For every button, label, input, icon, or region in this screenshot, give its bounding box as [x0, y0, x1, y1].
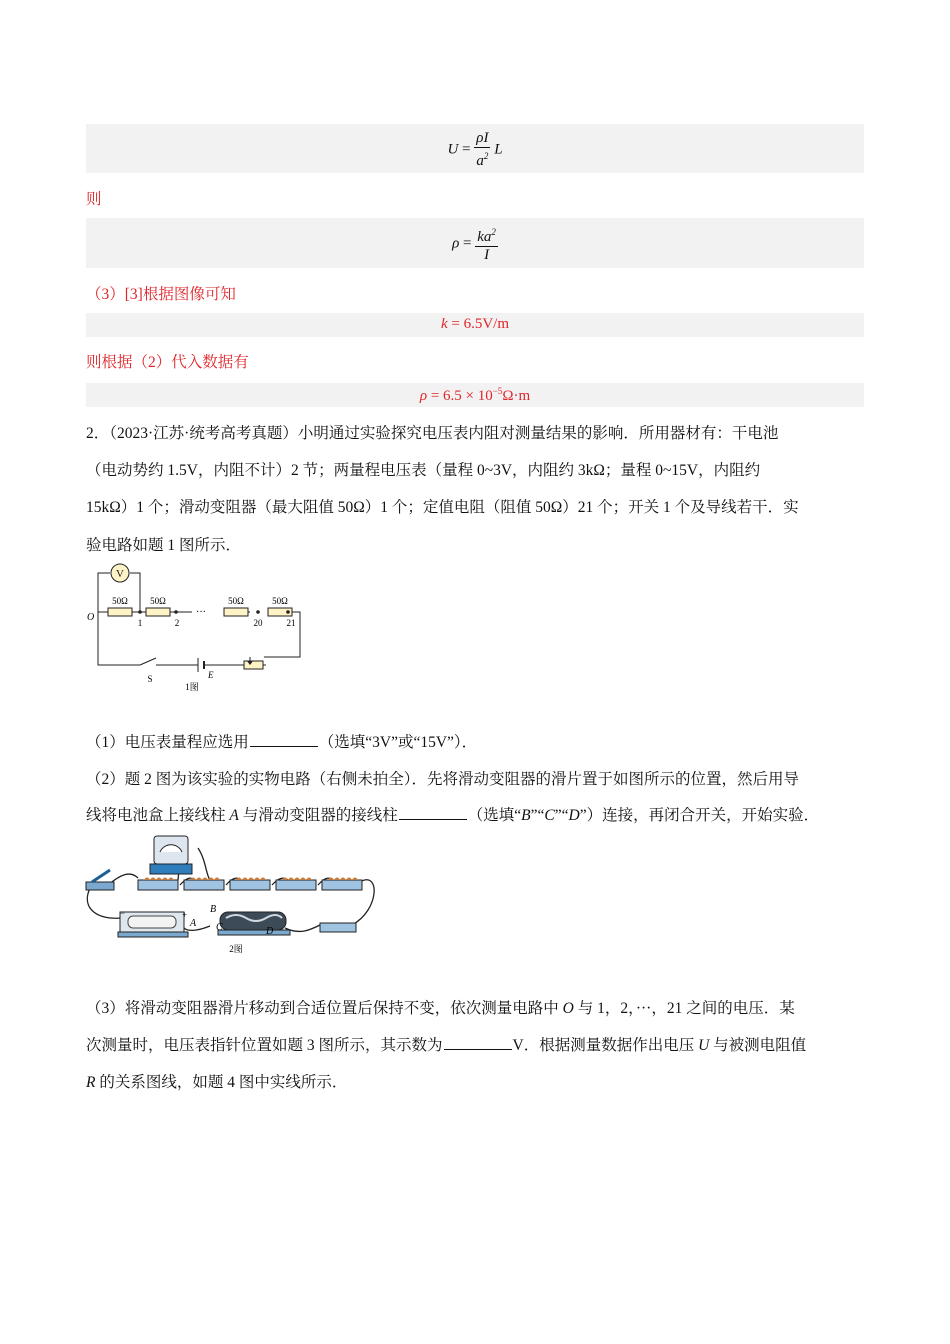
sub2-line-2: 线将电池盒上接线柱 A 与滑动变阻器的接线柱 （选填“B”“C”“D”）连接，再闭合开关，开始实验． [86, 807, 820, 824]
formula-k: k = 6.5V/m [440, 316, 510, 332]
switch-label: S [147, 674, 153, 684]
formula-rho-value: $\rho = 6.5 \times 10^{-5}\Omega\cdot m$ [419, 386, 531, 404]
q2-line-4: 验电路如题 1 图所示． [86, 537, 242, 554]
ellipsis: ··· [196, 607, 206, 618]
resistor-label-2: 50Ω [150, 596, 166, 606]
sub3-line-2: 次测量时，电压表指针位置如题 3 图所示，其示数为 V．根据测量数据作出电压 U 与被测电阻值 [86, 1037, 807, 1054]
node-label-2: 2 [174, 618, 180, 628]
resistor-20 [224, 608, 248, 616]
answer-blank-3[interactable] [444, 1048, 512, 1050]
resistor-1 [108, 608, 132, 616]
formula-box-4 [86, 383, 864, 407]
sub2-line-1: （2）题 2 图为该实验的实物电路（右侧未拍全）．先将滑动变阻器的滑片置于如图所示的位置，然后用导 [86, 771, 800, 788]
fraction-ka2-over-i: $\frac{ka^2}{I}$ [475, 224, 498, 264]
node-label-20: 20 [253, 618, 263, 628]
figure-2-photo-circuit [80, 830, 380, 960]
resistor-label-3: 50Ω [228, 596, 244, 606]
node-label-21: 21 [286, 618, 296, 628]
part3-intro: （3）[3]根据图像可知 [86, 286, 236, 303]
q2-line-1: 2．（2023·江苏·统考高考真题）小明通过实验探究电压表内阻对测量结果的影响．所用器材有：干电池 [86, 425, 779, 442]
answer-blank-1[interactable] [250, 745, 318, 747]
q2-line-2: （电动势约 1.5V，内阻不计）2 节；两量程电压表（量程 0~3V，内阻约 3kΩ；量程 0~15V，内阻约 [86, 462, 761, 479]
formula-box-2 [86, 218, 864, 268]
resistor-label-4: 50Ω [272, 596, 288, 606]
fraction-rho-i-over-a2: $\frac{\rho I}{a^2}$ [476, 130, 489, 169]
substitute-text: 则根据（2）代入数据有 [86, 354, 249, 371]
formula-u: U = $\frac{\rho I}{a^2}$ L [447, 130, 503, 169]
formula-box-1 [86, 124, 864, 173]
node-label-1: 1 [137, 618, 143, 628]
sub1-line: （1）电压表量程应选用 （选填“3V”或“15V”）． [86, 734, 478, 751]
figure-2-caption: 2图 [229, 944, 243, 954]
terminal-d-label: D [266, 926, 274, 937]
rheostat [244, 661, 263, 669]
answer-blank-2[interactable] [399, 818, 467, 820]
battery-label: E [208, 670, 214, 680]
node-o-label: O [87, 612, 95, 623]
figure-1-caption: 1图 [185, 682, 199, 692]
switch-device-icon [86, 882, 114, 890]
voltmeter-label: V [116, 568, 124, 580]
resistor-2 [146, 608, 170, 616]
plus-label: + [182, 910, 188, 920]
formula-rho: ρ = $\frac{ka^2}{I}$ [86, 224, 864, 264]
formula-box-3 [86, 313, 864, 337]
ze-label: 则 [86, 191, 102, 208]
terminal-b-label: B [210, 904, 217, 915]
figure-1-circuit [80, 560, 320, 700]
minus-label: − [120, 908, 126, 918]
terminal-a-label: A [190, 918, 197, 929]
q2-line-3: 15kΩ）1 个；滑动变阻器（最大阻值 50Ω）1 个；定值电阻（阻值 50Ω）21 个；开关 1 个及导线若干．实 [86, 499, 799, 516]
sub3-line-3: R 的关系图线，如题 4 图中实线所示． [86, 1074, 348, 1091]
resistor-label-1: 50Ω [112, 596, 128, 606]
terminal-c-label: C [216, 922, 223, 933]
sub3-line-1: （3）将滑动变阻器滑片移动到合适位置后保持不变，依次测量电路中 O 与 1，2，···，21 之间的电压．某 [86, 1000, 795, 1017]
